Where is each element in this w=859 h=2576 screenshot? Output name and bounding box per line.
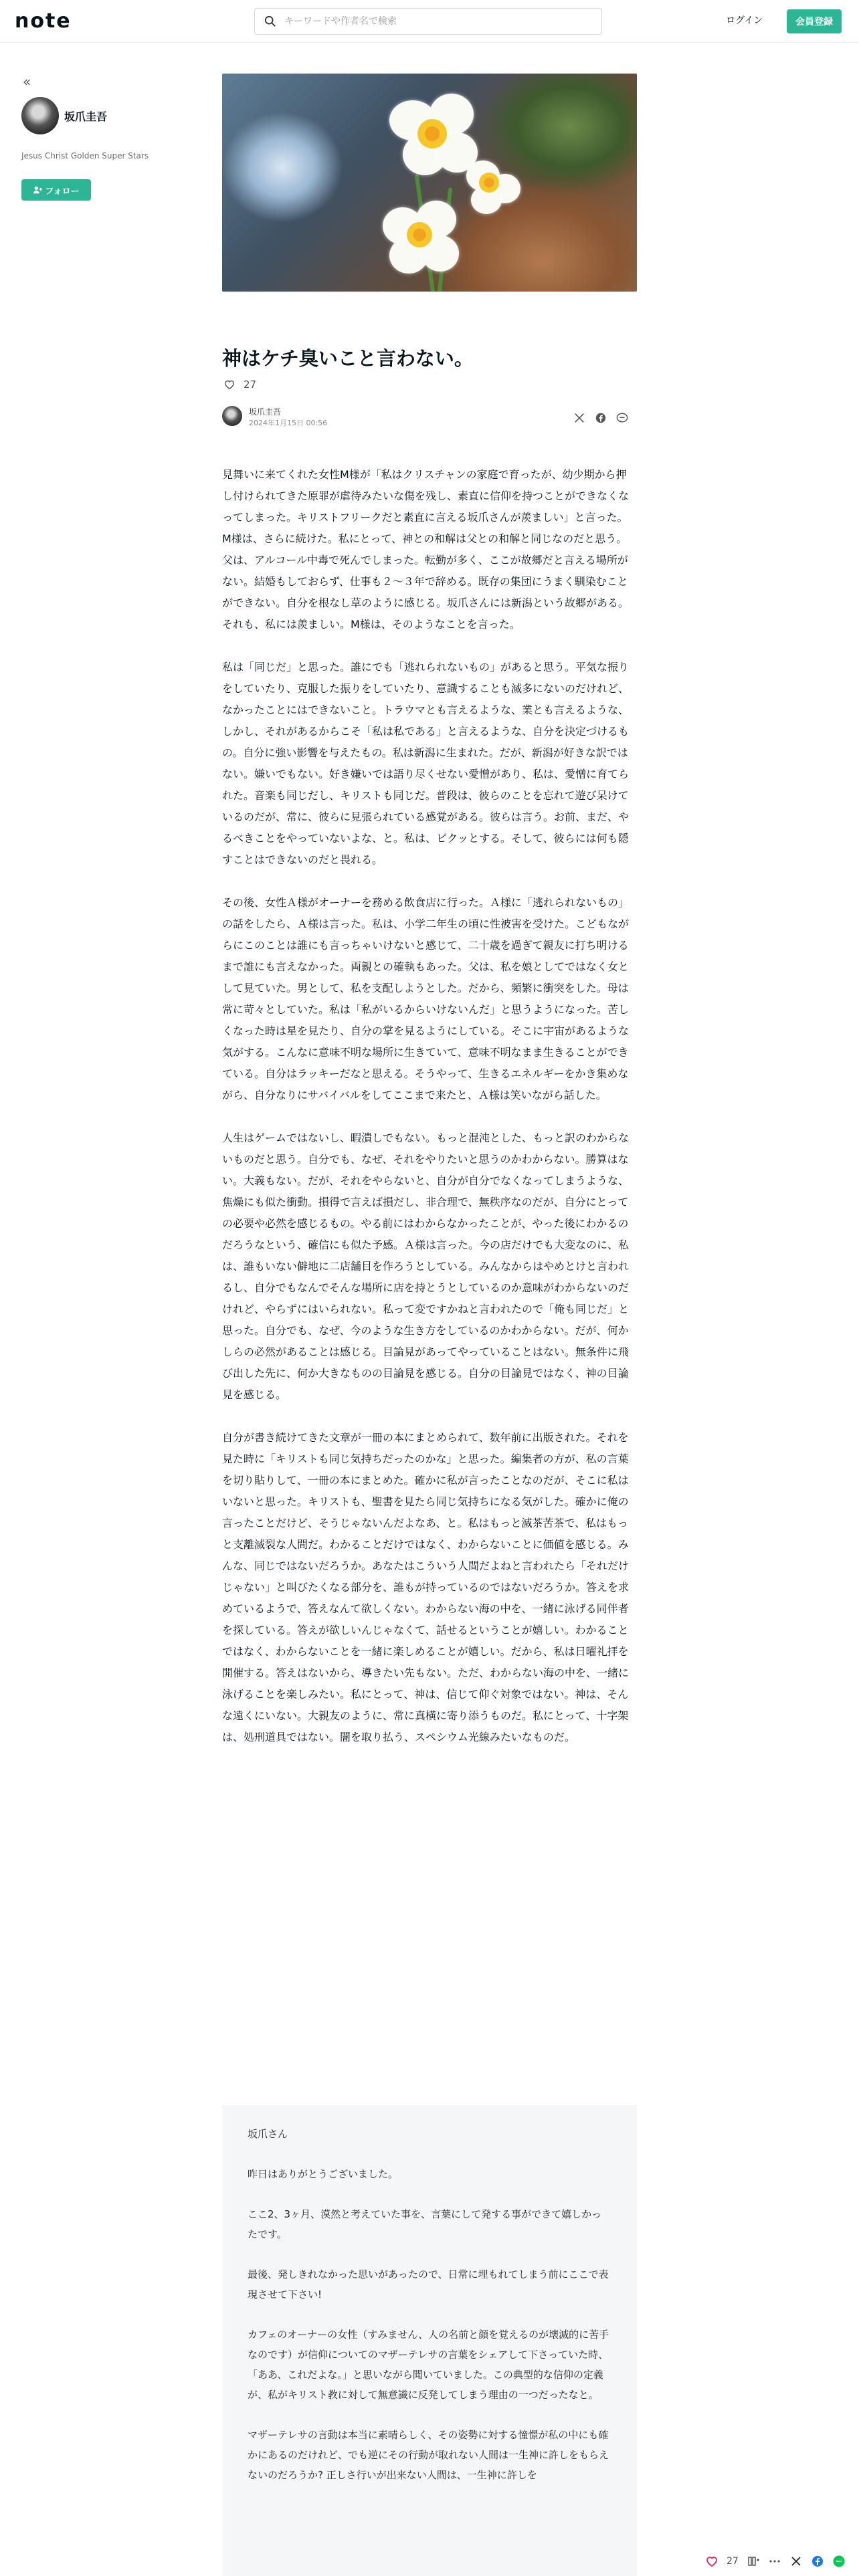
byline-date: 2024年1月15日 00:56: [249, 419, 328, 427]
line-share-icon[interactable]: [832, 2555, 846, 2568]
like-area[interactable]: [223, 379, 256, 391]
collapse-sidebar-icon[interactable]: «: [23, 74, 31, 90]
site-header: [0, 0, 859, 43]
x-share-icon[interactable]: [789, 2555, 803, 2568]
like-count: 27: [727, 2556, 739, 2567]
article-body: [222, 464, 637, 1769]
author-name[interactable]: 坂爪圭吾: [64, 110, 108, 123]
byline-avatar[interactable]: [222, 406, 242, 426]
byline-author[interactable]: 坂爪圭吾: [249, 407, 282, 417]
heart-icon[interactable]: [223, 379, 235, 391]
follow-label: フォロー: [45, 186, 80, 197]
paragraph: 私は「同じだ」と思った。誰にでも「逃れられないもの」があると思う。平気な振りをしていたり、克服した振りをしていたり、意識することも滅多にないのだけれど、なかったことにはできないこと。トラウマとも言えるような、業とも言えるような、しかし、それがあるからこそ「私は私である」と言えるような、自分を決定づけるもの。自分に強い影響を与えたもの。私は新潟に生まれた。だが、新潟が好きな訳ではない。嫌いでもない。好き嫌いでは語り尽くせない愛憎があり、私は、愛憎に育てられた。音楽も同じだし、キリストも同じだ。普段は、彼らのことを忘れて遊び呆けているのだが、常に、彼らに見張られている感覚がある。彼らは言う。お前、まだ、やるべきことをやっていないよな、と。私は、ピクッとする。そして、彼らには何も隠すことはできないのだと畏れる。: [222, 661, 630, 866]
search-icon: [264, 15, 276, 27]
quote-paragraph: 最後、発しきれなかった思いがあったので、日常に埋もれてしまう前にここで表現させて下さい!: [248, 2268, 609, 2300]
quote-block: [222, 2105, 637, 2576]
quote-paragraph: マザーテレサの言動は本当に素晴らしく、その姿勢に対する憧憬が私の中にも確かにあるのだけれど、でも逆にその行動が取れない人間は一生神に許しをもらえないのだろうか? 正しさ行いが出来ない人間は、一生神に許しを: [248, 2429, 609, 2481]
more-icon[interactable]: [768, 2555, 781, 2568]
paragraph: 人生はゲームではないし、暇潰しでもない。もっと混沌とした、もっと訳のわからないものだと思う。自分でも、なぜ、それをやりたいと思うのかわからない。勝算はない。大義もない。だが、それをやらないと、自分が自分でなくなってしまうような、焦燥にも似た衝動。損得で言えば損だし、非合理で、無秩序なのだが、自分にとっての必要や必然を感じるもの。やる前にはわからなかったことが、やった後にわかるのだろうなという、確信にも似た予感。Ａ様は言った。今の店だけでも大変なのに、私は、誰もいない僻地に二店舗目を作ろうとしている。みんなからはやめとけと言われるし、自分でもなんでそんな場所に店を持とうとしているのか意味がわからないのだけれど、やらずにはいられない。私って変ですかねと言われたので「俺も同じだ」と思った。自分でも、なぜ、今のような生き方をしているのかわからない。だが、何かしらの必然があることは感じる。目論見があってやっていることはない。無条件に飛び出した先に、何か大きなものの目論見を感じる。自分の目論見ではなく、神の目論見を感じる。: [222, 1132, 630, 1401]
facebook-share-icon[interactable]: [594, 411, 607, 425]
follow-button[interactable]: [21, 179, 91, 201]
article-hero-image: [222, 74, 637, 292]
paragraph: 見舞いに来てくれた女性M様が「私はクリスチャンの家庭で育ったが、幼少期から押し付けられてきた原罪が虐待みたいな傷を残し、素直に信仰を持つことができなくなってしまった。キリストフリークだと素直に言える坂爪さんが羨ましい」と言った。M様は、さらに続けた。私にとって、神との和解は父との和解と同じなのだと思う。父は、アルコール中毒で死んでしまった。転勤が多く、ここが故郷だと言える場所がない。結婚もしておらず、仕事も２〜３年で辞める。既存の集団にうまく馴染むことができない。自分を根なし草のように感じる。坂爪さんには新潟という故郷がある。それも、私には羨ましい。M様は、そのようなことを言った。: [222, 468, 630, 631]
like-count: 27: [244, 379, 257, 391]
signup-button[interactable]: 会員登録: [787, 9, 842, 33]
line-share-icon[interactable]: [615, 411, 629, 425]
search-box[interactable]: [254, 8, 602, 35]
search-input[interactable]: [284, 16, 579, 27]
note-logo[interactable]: note: [15, 9, 72, 33]
paragraph: その後、女性Ａ様がオーナーを務める飲食店に行った。Ａ様に「逃れられないもの」の話をしたら、Ａ様は言った。私は、小学二年生の頃に性被害を受けた。こどもながらにこのことは誰にも言っちゃいけないと感じて、二十歳を過ぎて親友に打ち明けるまで誰にも言えなかった。両親との確執もあった。父は、私を娘としてではなく女として見ていた。男として、私を支配しようとした。だから、頻繁に衝突をした。母は常に苛々としていた。私は「私がいるからいけないんだ」と思うようになった。苦しくなった時は星を見たり、自分の掌を見るようにしている。そこに宇宙があるような気がする。こんなに意味不明な場所に生きていて、意味不明なまま生きることができている。自分はラッキーだなと思える。そうやって、生きるエネルギーをかき集めながら、自分なりにサバイバルをしてここまで来たと、Ａ様は笑いながら話した。: [222, 896, 630, 1101]
heart-icon[interactable]: [705, 2555, 719, 2568]
login-link[interactable]: ログイン: [726, 15, 763, 26]
quote-paragraph: カフェのオーナーの女性（すみません、人の名前と顔を覚えるのが壊滅的に苦手なのです）が信仰についてのマザーテレサの言葉をシェアして下さっていた時、「ああ、これだよな。」と思いながら聞いていました。この典型的な信仰の定義が、私がキリスト教に対して無意識に反発してしまう理由の一つだったなと。: [248, 2329, 609, 2401]
quote-paragraph: 坂爪さん: [248, 2128, 288, 2140]
author-bio: Jesus Christ Golden Super Stars: [21, 151, 149, 160]
quote-paragraph: 昨日はありがとうございました。: [248, 2168, 399, 2180]
article-title: 神はケチ臭いこと言わない。: [222, 347, 474, 370]
person-plus-icon: [33, 185, 42, 195]
quote-paragraph: ここ2、3ヶ月、漠然と考えていた事を、言葉にして発する事ができて嬉しかったです。: [248, 2208, 602, 2240]
paragraph: 自分が書き続けてきた文章が一冊の本にまとめられて、数年前に出版された。それを見た時に「キリストも同じ気持ちだったのかな」と思った。編集者の方が、私の言葉を切り貼りして、一冊の本にまとめた。確かに私が言ったことなのだが、そこに私はいないと思った。キリストも、聖書を見たら同じ気持ちになる気がした。確かに俺の言ったことだけど、そうじゃないんだよなあ、と。私はもっと滅茶苦茶で、私はもっと支離滅裂な人間だ。わかることだけではなく、わからないことに価値を感じる。みんな、同じではないだろうか。あなたはこういう人間だよねと言われたら「それだけじゃない」と叫びたくなる部分を、誰もが持っているのではないだろうか。答えを求めているようで、答えなんて欲しくない。わからない海の中を、一緒に泳げる同伴者を探している。答えが欲しいんじゃなくて、話せるということが嬉しい。わかることではなく、わからないことを一緒に楽しめることが嬉しい。だから、私は日曜礼拝を開催する。答えはないから、導きたい先もない。ただ、わからない海の中を、一緒に泳げることを楽しみたい。私にとって、神は、信じて仰ぐ対象ではない。神は、そんな遠くにいない。大親友のように、常に真横に寄り添うものだ。私にとって、十字架は、処刑道具ではない。闇を取り払う、スペシウム光線みたいなものだ。: [222, 1431, 630, 1743]
author-avatar[interactable]: [21, 97, 59, 134]
magazine-add-icon[interactable]: [747, 2555, 760, 2568]
facebook-share-icon[interactable]: [811, 2555, 824, 2568]
floating-action-bar: [696, 2547, 859, 2576]
x-share-icon[interactable]: [573, 411, 586, 425]
